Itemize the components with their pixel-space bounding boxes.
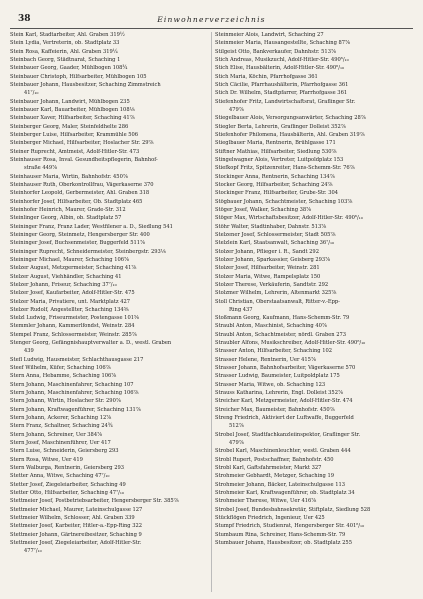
directory-entry: Stocker Georg, Hilfsarbeiter, Schaching 24⅞ [215, 181, 333, 188]
directory-entry: Steinbauer Karl, Bauarbeiter, Mühlbogen 108⅛ [10, 106, 135, 113]
directory-entry: Strobl Karl, Gaftsfahrmeister, Markt 327 [215, 465, 322, 472]
directory-entry: Straubl Anton, Schachtmeister, nördl. Graben 273 [215, 331, 347, 338]
directory-entry: 479⅞ [229, 440, 244, 447]
directory-entry: Stiegler Berta, Lehrerin, Graflinger Dolleist 352⅞ [215, 123, 346, 130]
directory-entry: Stern Walburga, Rentnerin, Geiersberg 293 [10, 465, 125, 472]
directory-entry: Stern Johann, Maschinenfahrer, Schaching 106⅞ [10, 390, 139, 397]
page-header [10, 14, 413, 29]
directory-entry: Steinmeier Alois, Landwirt, Schaching 27 [215, 32, 324, 38]
directory-entry: Stelzer Rudolf, Angestellter, Schaching 134⅜ [10, 306, 129, 313]
directory-entry: Strobel Josef, Bundesbahnsekretär, Stiftplatz, Siedlung 528 [215, 506, 371, 513]
directory-entry: Steininger Ruprecht, Schneidermeister, Steinbergstr. 293⅛ [10, 248, 166, 255]
directory-entry: Steinberger Luise, Hilfsarbeiter, Krammühle 506 [10, 131, 139, 138]
directory-entry: Strasser Helene, Rentnerin, Uer 415⅞ [215, 356, 316, 363]
directory-entry: Steinhauser Maria, Wirtin, Bahnhofstr. 450⅞ [10, 173, 128, 180]
directory-entry: Steinhauser Ruth, Oberkontrollfrau, Vägerkaserne 370 [10, 181, 154, 188]
directory-entry: Steinhorfer Josef, Hilfsarbeiter, Ob. Stadtplatz 465 [10, 198, 143, 205]
directory-entry: Streicher Karl, Metzgermeister, Adolf-Hitler-Str. 474 [215, 398, 353, 405]
left-column [10, 31, 208, 556]
directory-entry: Strasser Ludwig, Baumeister, Luitpoldplatz 175 [215, 373, 340, 380]
directory-entry: Stöhr Walter, Stadtinhaber, Dahnstr. 513⅞ [215, 223, 327, 230]
directory-entry: Stich Dr. Wilhelm, Stadtpfarrer, Pfarrhofgasse 361 [215, 90, 348, 97]
directory-entry: Stelzer Josef, Kaufarbeiter, Adolf-Hitler-Str. 475 [10, 290, 135, 297]
directory-entry: Stiftner Mathias, Hilfsarbeiter, Siedlung 530⅞ [215, 148, 337, 155]
directory-entry: Stolzer Johann, Sparkassier, Geisberg 293⅞ [215, 256, 331, 263]
directory-entry: Stern Anna, Hebamme, Schaching 106⅞ [10, 373, 117, 380]
directory-entry: Steinmeier Maria, Hausangestellte, Schaching 87⅞ [215, 40, 351, 47]
directory-entry: Steinbauer Johann, Hausbesitzer, Schaching Zimmstreich [10, 81, 161, 88]
directory-entry: Stern Rosa, Witwe, Uer 419 [10, 456, 83, 463]
directory-entry: Stieglbauer Maria, Rentnerin, Brühlgasse 171 [215, 140, 336, 147]
directory-entry: Stetter Anna, Witwe, Schaching 47⁷/₁₀ [10, 473, 110, 480]
directory-entry: Stockinger Anna, Rentnerin, Schaching 134⅞ [215, 173, 335, 180]
directory-entry: Strobel Karl, Maschinenleuchter, westl. Graben 444 [215, 448, 351, 455]
directory-entry: Stolzer Therese, Verkäuferin, Sandtstr. 292 [215, 281, 329, 288]
directory-entry: Stettmeier Michael, Maurer, Lateinschulgasse 127 [10, 506, 143, 513]
directory-entry: Stumbauer Johann, Hausbesitzer, ob. Stadtplatz 255 [215, 540, 352, 547]
directory-entry: Stern Johann, Wirtin, Hoslacher Str. 290⅞ [10, 398, 121, 405]
directory-entry: Steinbauer Georg, Gaader, Mühlbogen 108¾ [10, 65, 128, 72]
directory-entry: Stilgeist Otto, Bankverkaufer, Dahnhstr. 513⅞ [215, 48, 336, 55]
directory-entry: 41⁷/₁₀ [24, 90, 39, 97]
right-column [215, 31, 413, 547]
page-number: 38 [18, 14, 31, 24]
directory-entry: 479⅞ [229, 106, 244, 113]
directory-entry: Stich Elise, Hausbälterin, Adolf-Hitler-Str. 490⁶/₁₀ [215, 65, 345, 72]
directory-entry: Stingelwagner Alois, Vertreter, Luitpoldplatz 153 [215, 156, 344, 163]
directory-entry: Stern Luise, Schneiderin, Geiersberg 293 [10, 448, 119, 455]
directory-entry: Stich Maria, Köchin, Pfarrhofgasse 361 [215, 73, 318, 80]
directory-entry: Strasser Maria, Witwe, ob. Schaching 123 [215, 381, 326, 388]
directory-entry: Steinberger Georg, Maler, Steinfeldhelte 286 [10, 123, 129, 130]
running-title: Einwohnerverzeichnis [157, 15, 266, 24]
directory-entry: Strohmeier Johann, Bäcker, Lateinschulgasse 113 [215, 481, 346, 488]
directory-entry: Stoll Christian, Oberstaatsanwalt, Ritter-v.-Epp- [215, 298, 340, 305]
directory-entry: Steiner Ruprecht, Amtmeist, Adolf-Hitler-Str. 473 [10, 148, 140, 155]
directory-entry: Steinhauser Rosa, Inval. Gesundheitspflegerin, Bahnhof- [10, 156, 158, 163]
directory-entry: Stich Cäcilie, Pfarrhaushälterin, Pfarrhofgasse 361 [215, 81, 349, 88]
directory-entry: Stein Lydia, Vertreterin, ob. Stadtplatz 33 [10, 40, 120, 47]
directory-entry: Steininger Josef, Buchsenmeister, Buggerfeld 511⅞ [10, 240, 146, 247]
directory-entry: Stettmeier Josef, Karbeiter, Hitler-a.-Epp-Ring 322 [10, 523, 143, 530]
directory-entry: Stelzlein Karl, Staatsanwalt, Schaching 36⁷/₁₀ [215, 240, 335, 247]
directory-entry: Steinbauer Johann, Landwirt, Mühlbogen 235 [10, 98, 130, 105]
directory-entry: Stern Johann, Ackerer, Schaching 12⅞ [10, 415, 112, 422]
directory-entry: Stettmeier Wilhelm, Schlosser, Ahl. Graben 339 [10, 515, 135, 522]
directory-entry: Strohmeier Therese, Witwe, Uer 416⅞ [215, 498, 317, 505]
directory-entry: Streicher Max, Baumeister, Bahnhofstr. 450⅞ [215, 406, 335, 413]
directory-entry: Stettmeier Josef, Ziegeleiarbeiter, Adolf-Hitler-Str. [10, 540, 142, 547]
directory-entry: Stoßmann Georg, Kaufmann, Hans-Schemm-Str. 79 [215, 315, 350, 322]
directory-entry: Stelzer August, Metzgermeister, Schaching 41⅞ [10, 265, 137, 272]
directory-entry: Stemmler Johann, Kammerlfondst, Weinstr. 284 [10, 323, 135, 330]
directory-entry: Stiefkopf Fritz, Spitzenreiter, Hans-Schemm-Str. 76⅞ [215, 165, 355, 172]
directory-entry: Steinhorfer Leopold, Gerbermeister, Ahl. Graben 318 [10, 190, 150, 197]
directory-entry: 439 [24, 348, 34, 355]
directory-entry: Stetter Otto, Hilfsarbeiter, Schaching 47⁷/₁₀ [10, 490, 124, 497]
directory-entry: Straubl Anton, Maschinist, Schaching 40⅞ [215, 323, 327, 330]
directory-entry: Steinberger Michael, Hilfsarbeiter, Hoslacher Str. 29⅞ [10, 140, 154, 147]
directory-entry: Steininger Franz, Franz Lader, Westfilener a. D., Siedlung 541 [10, 223, 173, 230]
directory-entry: Stolzer Maria, Witwe, Rampelsplatz 150 [215, 273, 321, 280]
directory-entry: 477⁷/₁₀ [24, 548, 42, 555]
directory-entry: Stetter Josef, Ziegeleiarbeiter, Schaching 49 [10, 481, 126, 488]
directory-entry: Stenger Georg, Gefängnishauptverwalter a. D., westl. Graben [10, 340, 172, 347]
directory-entry: Stern Franz, Schaltner, Schaching 24¾ [10, 423, 113, 430]
directory-entry: Stöger Max, Wirtschaftsbesitzer, Adolf-Hitler-Str. 490⁶/₁₀ [215, 215, 363, 222]
directory-entry: 512⅞ [229, 423, 244, 430]
directory-entry: Steinbauer Christoph, Hilfsarbeiter, Mühlbogen 105 [10, 73, 147, 80]
directory-entry: Stern Josef, Maschinenführer, Uer 417 [10, 440, 111, 447]
directory-entry: Stiefenhofer Fritz, Landwirtschaftsrat, Graflinger Str. [215, 98, 356, 105]
directory-entry: Stern Johann, Schreiner, Uer 384⅞ [10, 431, 103, 438]
directory-entry: Stolzer Johann, Pflieger i. R., Sandt 292 [215, 248, 319, 255]
directory-entry: Steinhofer Heinrich, Maurer, Grade-Str. 312 [10, 206, 126, 213]
directory-entry: Strobl Rupert, Postschaffner, Bahnhofstr. 450 [215, 456, 334, 463]
directory-entry: Stockinger Franz, Hilfsarbeiter, Grube-Str. 304 [215, 190, 339, 197]
directory-entry: Stein Rosa, Kaffeierin, Ahl. Graben 319¼ [10, 48, 118, 55]
directory-entry: Stern Johann, Maschinenfahrer, Schaching 107 [10, 381, 134, 388]
directory-entry: Stich Andreas, Musikzuchl, Adolf-Hitler-Str. 490⁶/₁₀ [215, 56, 349, 63]
directory-entry: Stettmeier Josef, Postbetriebsarbeiter, Hengersberger Str. 385⅞ [10, 498, 179, 505]
directory-entry: Straubler Alfons, Musikschreiber, Adolf-Hitler-Str. 490⁶/₁₀ [215, 340, 366, 347]
directory-entry: Stumpf Friedrich, Studienrat, Hengersberger Str. 401⁶/₁₀ [215, 523, 365, 530]
directory-entry: straße 449⅞ [24, 165, 58, 172]
directory-entry: Strohmeier Gebhardt, Metzger, Schaching 19 [215, 473, 335, 480]
directory-entry: Strobel Josef, Stadtfachkanzleiinspektor, Graflinger Str. [215, 431, 361, 438]
directory-entry: Stolzmer Wilhelm, Lehrerin, Altenmarkt 325⅞ [215, 290, 337, 297]
directory-entry: Stiefenhofer Philomena, Hausbälterin, Ahl. Graben 319⅞ [215, 131, 365, 138]
directory-entry: Stefl Ludwig, Hausmeister, Schlachthausgasse 217 [10, 356, 144, 363]
directory-entry: Stein Karl, Stadtarbeiter, Ahl. Graben 319½ [10, 32, 125, 38]
directory-entry: Stöger Josef, Walker, Schaching 38⅞ [215, 206, 312, 213]
directory-entry: Stelzer August, Viehhändler, Schaching 41 [10, 273, 122, 280]
directory-entry: Stempel Franz, Schlossermeister, Weinstr. 285⅞ [10, 331, 137, 338]
directory-entry: Stern Johann, Kraftwagenführer, Schaching 131⅞ [10, 406, 141, 413]
directory-entry: Stettmeier Johann, Gärtnereibesitzer, Schaching 9 [10, 531, 142, 538]
directory-entry: Strauss Katharina, Lehrerin, Engl. Dolleist 352⅞ [215, 390, 343, 397]
directory-entry: Steininger Michael, Maurer, Schaching 106⅞ [10, 256, 130, 263]
directory-entry: Steef Wilhelm, Küfer, Schaching 106⅞ [10, 365, 111, 372]
directory-entry: Steinbach Georg, Städtnarat, Schaching 1 [10, 56, 121, 63]
directory-entry: Stolzer Josef, Hilfsarbeiter, Weinstr. 281 [215, 265, 320, 272]
directory-entry: Strohmeier Karl, Kraftwagenführer, ob. Stadtplatz 34 [215, 490, 355, 497]
directory-entry: Steinbauer Xaver, Hilfsarbeiter, Schaching 41⅞ [10, 115, 135, 122]
directory-entry: Steinlinger Georg, Albin, ob. Stadtplatz 57 [10, 215, 122, 222]
directory-entry: Stögbauer Johann, Schachtmeister, Schaching 103⅞ [215, 198, 353, 205]
directory-entry: Steininger Georg, Steinmetz, Hengersberger Str. 400 [10, 231, 150, 238]
directory-entry: Ring 437 [229, 306, 253, 313]
directory-entry: Stumbaum Rina, Schreiner, Hans-Schemm-Str. 79 [215, 531, 346, 538]
directory-entry: Stelzer Maria, Privatiere, unt. Marktplatz 427 [10, 298, 131, 305]
directory-entry: Streng Friedrich, Aktiviert der Luftwaffe, Buggerfeld [215, 415, 354, 422]
directory-entry: Strasser Johann, Bahnhofsarbeiter, Vägerkaserne 570 [215, 365, 356, 372]
directory-entry: Stiegelbauer Alois, Versorgungsanwärter, Schaching 28⅞ [215, 115, 366, 122]
directory-entry: Stelzl Ludwig, Friseurmeister, Postengasse 101⅝ [10, 315, 139, 322]
column-divider [211, 32, 212, 592]
directory-entry: Stelzener Josef, Schlossermeister, Stadt 505⅞ [215, 231, 336, 238]
directory-entry: Stelzer Johann, Friseur, Schaching 37⁷/₁₀ [10, 281, 117, 288]
directory-entry: Stückflögen Friedrich, Ingenieur, Uer 425 [215, 515, 325, 522]
directory-entry: Strasser Anton, Hilfsarbeiter, Schaching 102 [215, 348, 333, 355]
